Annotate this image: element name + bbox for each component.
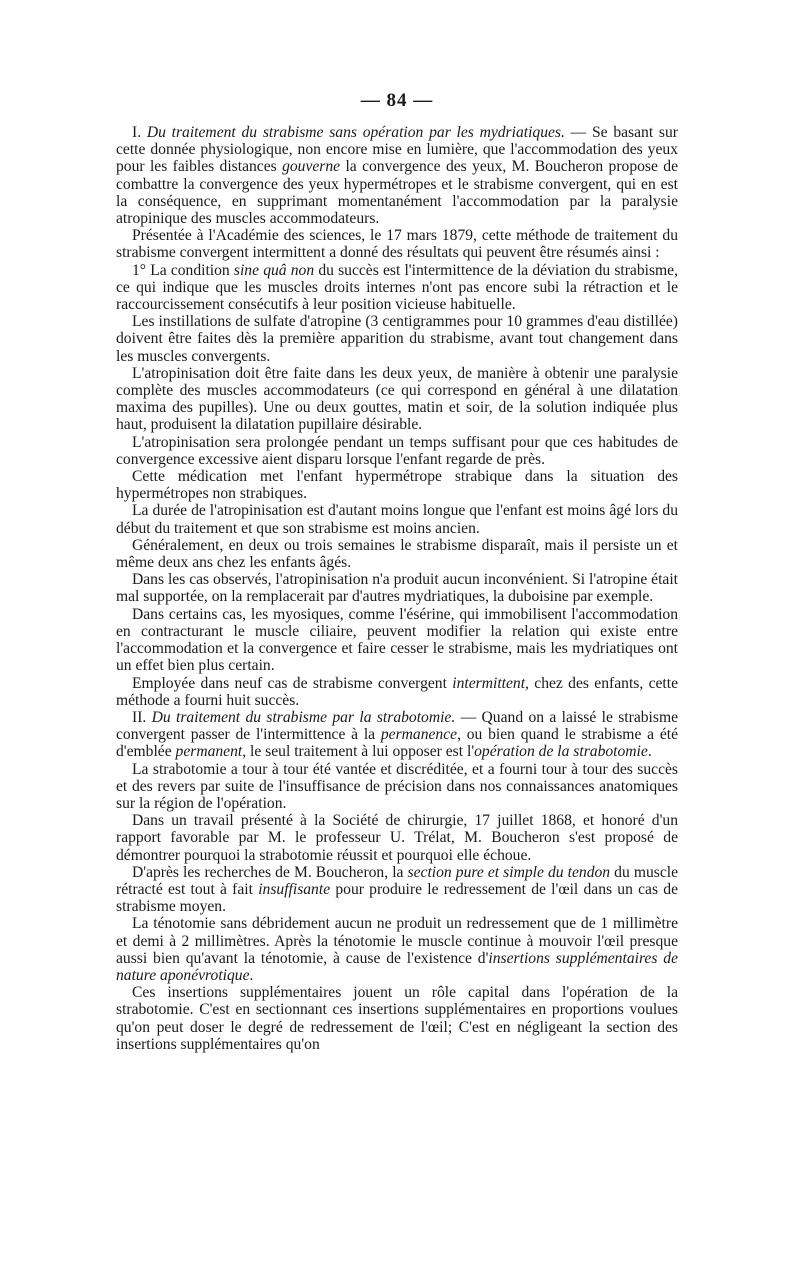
page-number: — 84 — <box>360 90 434 111</box>
text-run: pour produire le redressement de l'œil dans un cas de strabisme moyen. <box>116 880 678 916</box>
paragraph <box>116 761 678 813</box>
paragraph <box>116 709 678 761</box>
italic-text: Du traitement du strabisme par la strabotomie. <box>151 708 456 726</box>
italic-text: insuffisante <box>258 880 331 898</box>
text-run: II. <box>132 708 152 726</box>
paragraph <box>116 537 678 571</box>
italic-text: opération de la strabotomie <box>474 743 648 761</box>
text-run: L'atropinisation sera prolongée pendant un temps suffisant pour que ces habitudes de convergence excessive aient disparu lorsque l'enfant regarde de près. <box>116 433 678 468</box>
paragraph <box>116 864 678 916</box>
italic-text: insertions supplémentaires de nature aponévrotique <box>116 949 678 984</box>
text-run: I. <box>132 124 147 141</box>
paragraph <box>116 124 678 227</box>
paragraph <box>116 502 678 536</box>
text-run: . <box>249 966 254 984</box>
italic-text: gouverne <box>282 158 341 176</box>
text-run: du succès est l'intermittence de la déviation du strabisme, ce qui indique que les muscles droits internes n'ont pas encore subi la rétraction et le raccourcissement consécutifs à leur position vicieuse habituelle. <box>116 261 678 314</box>
italic-text: sine quâ non <box>233 261 315 279</box>
text-run: Présentée à l'Académie des sciences, le 17 mars 1879, cette méthode de traitement du strabisme convergent intermittent a donné des résultats qui peuvent être résumés ainsi : <box>116 227 678 262</box>
italic-text: permanent <box>175 743 243 761</box>
paragraph <box>116 313 678 365</box>
text-run: Les instillations de sulfate d'atropine (3 centigrammes pour 10 grammes d'eau distillée) doivent être faites dès la première apparition du strabisme, avant tout changement dans les muscles convergents. <box>116 313 678 365</box>
paragraph <box>116 675 678 709</box>
paragraph <box>116 468 678 502</box>
text-run: Cette médication met l'enfant hypermétrope strabique dans la situation des hypermétropes non strabiques. <box>116 468 678 503</box>
text-run: La ténotomie sans débridement aucun ne produit un redressement que de 1 millimètre et demi à 2 millimètres. Après la ténotomie le muscle continue à mouvoir l'œil presque aussi bien qu'avant la ténotomie, à cause de l'existence d' <box>116 915 678 967</box>
body-text <box>116 124 678 1053</box>
paragraph <box>116 365 678 434</box>
paragraph <box>116 434 678 468</box>
text-run: — Quand on a laissé le strabisme convergent passer de l'intermittence à la <box>116 708 678 744</box>
text-run: Dans les cas observés, l'atropinisation n'a produit aucun inconvénient. Si l'atropine était mal supportée, on la remplacerait par d'autres mydriatiques, la duboisine par exemple. <box>116 571 678 606</box>
text-run: Ces insertions supplémentaires jouent un rôle capital dans l'opération de la strabotomie. C'est en sectionnant ces insertions supplémentaires en proportions voulues qu'on peut doser le degré de redressement de l'œil; C'est en négligeant la section des insertions supplémentaires qu'on <box>116 984 678 1053</box>
paragraph <box>116 227 678 261</box>
text-run: , le seul traitement à lui opposer est l' <box>242 743 475 761</box>
text-run: Généralement, en deux ou trois semaines le strabisme disparaît, mais il persiste un et même deux ans chez les enfants âgés. <box>116 536 678 572</box>
italic-text: Du traitement du strabisme sans opération par les mydriatiques. <box>146 124 565 141</box>
paragraph <box>116 262 678 314</box>
italic-text: section pure et simple du tendon <box>407 863 611 881</box>
text-run: , ou bien quand le strabisme a été d'emblée <box>116 726 678 761</box>
book-page <box>116 90 678 1053</box>
text-run: Employée dans neuf cas de strabisme convergent <box>132 674 453 692</box>
text-run: L'atropinisation doit être faite dans les deux yeux, de manière à obtenir une paralysie complète des muscles accommodateurs (ce qui correspond en général à une dilatation maxima des pupilles). Une ou deux gouttes, matin et soir, de la solution indiquée plus haut, produisent la dilatation pupillaire désirable. <box>116 364 678 434</box>
text-run: . <box>647 743 652 761</box>
text-run: , chez des enfants, cette méthode a fourni huit succès. <box>116 674 679 709</box>
text-run: la convergence des yeux, M. Boucheron propose de combattre la convergence des yeux hypermétropes et le strabisme convergent, qui en est la conséquence, en supprimant momentanément l'accommodation par la paralysie atropinique des muscles accommodateurs. <box>116 158 678 228</box>
text-run: D'après les recherches de M. Boucheron, la <box>132 863 408 881</box>
paragraph <box>116 984 678 1053</box>
text-run: Dans un travail présenté à la Société de chirurgie, 17 juillet 1868, et honoré d'un rapport favorable par M. le professeur U. Trélat, M. Boucheron s'est proposé de démontrer pourquoi la strabotomie réussit et pourquoi elle échoue. <box>116 812 678 864</box>
text-run: La strabotomie a tour à tour été vantée et discréditée, et a fourni tour à tour des succès et des revers par suite de l'insuffisance de précision dans nos connaissances anatomiques sur la région de l'opération. <box>116 760 678 812</box>
text-run: 1° La condition <box>132 261 234 279</box>
paragraph <box>116 915 678 984</box>
text-run: — Se basant sur cette donnée physiologique, non encore mise en lumière, que l'accommodation des yeux pour les faibles distances <box>116 124 678 176</box>
paragraph <box>116 606 678 675</box>
text-run: Dans certains cas, les myosiques, comme l'ésérine, qui immobilisent l'accommodation en contracturant le muscle ciliaire, peuvent modifier la relation qui existe entre l'accommodation et la convergence et faire cesser le strabisme, mais les mydriatiques ont un effet bien plus certain. <box>116 605 678 675</box>
text-run: La durée de l'atropinisation est d'autant moins longue que l'enfant est moins âgé lors du début du traitement et que son strabisme est moins ancien. <box>116 502 678 537</box>
paragraph <box>116 812 678 864</box>
italic-text: intermittent <box>452 674 526 692</box>
italic-text: permanence <box>380 726 458 744</box>
text-run: du muscle rétracté est tout à fait <box>116 863 679 898</box>
paragraph <box>116 571 678 605</box>
